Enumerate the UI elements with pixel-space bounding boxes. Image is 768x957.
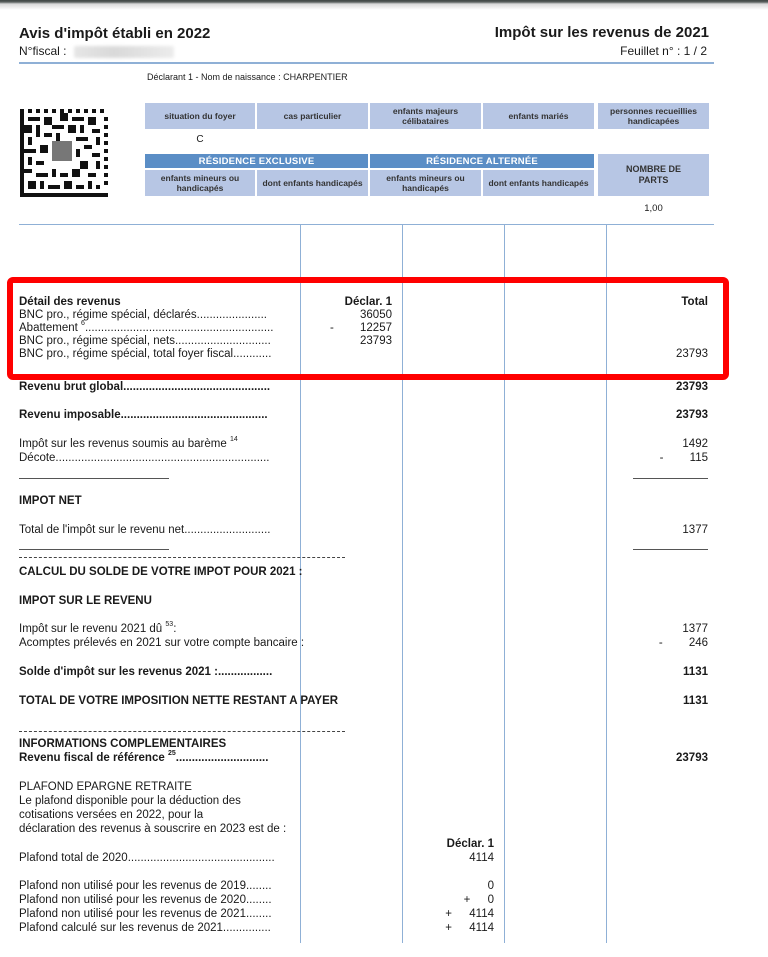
revenu-imposable-label: Revenu imposable.............................................. — [19, 409, 268, 421]
plafond-calcule-label: Plafond calculé sur les revenus de 2021............... — [19, 922, 271, 934]
subtotal-rule-right — [633, 478, 708, 479]
header-enfants-majeurs: enfants majeurs célibataires — [370, 103, 481, 129]
header-excl-dont-handicapes: dont enfants handicapés — [257, 170, 368, 196]
plafond-2020-value: + 0 — [463, 894, 494, 906]
plafond-text-line-1: Le plafond disponible pour la déduction des — [19, 795, 241, 807]
subtotal-rule-left — [19, 478, 169, 479]
infos-heading: INFORMATIONS COMPLEMENTAIRES — [19, 738, 227, 750]
net-rule-left — [19, 549, 169, 550]
revenu-imposable-value: 23793 — [676, 409, 708, 421]
header-excl-enfants-mineurs: enfants mineurs ou handicapés — [145, 170, 255, 196]
total-impot-net-label: Total de l'impôt sur le revenu net........................... — [19, 524, 271, 536]
calcul-solde-heading: CALCUL DU SOLDE DE VOTRE IMPOT POUR 2021 : — [19, 566, 303, 578]
row-bnc-declares-value: 36050 — [360, 309, 392, 321]
table-top-rule — [19, 224, 714, 225]
row-bnc-total-foyer-label: BNC pro., régime spécial, total foyer fiscal............ — [19, 348, 272, 360]
band-residence-alternee: RÉSIDENCE ALTERNÉE — [370, 154, 594, 168]
plafond-total-2020-value: 4114 — [469, 852, 494, 864]
section-dashed-rule-2 — [19, 731, 345, 732]
fiscal-number — [19, 44, 174, 58]
section-dashed-rule-1 — [19, 557, 345, 558]
fiscal-number-redacted — [74, 46, 174, 58]
plafond-heading: PLAFOND EPARGNE RETRAITE — [19, 781, 192, 793]
row-bnc-declares-label: BNC pro., régime spécial, déclarés...................... — [19, 309, 267, 321]
tax-year-title: Impôt sur les revenus de 2021 — [494, 24, 709, 41]
plafond-text-line-3: déclaration des revenus à souscrire en 2023 est de : — [19, 823, 287, 835]
impot-net-heading: IMPOT NET — [19, 495, 82, 507]
plafond-calcule-value: + 4114 — [445, 922, 494, 934]
header-enfants-maries: enfants mariés — [483, 103, 594, 129]
col-total-header: Total — [681, 296, 708, 308]
header-nombre-parts: NOMBRE DE PARTS — [598, 154, 709, 196]
impot-bareme-label: Impôt sur les revenus soumis au barème $^{14}$ — [19, 436, 238, 450]
plafond-text-line-2: cotisations versées en 2022, pour la — [19, 809, 204, 821]
impot-bareme-value: 1492 — [682, 438, 708, 450]
notice-title: Avis d'impôt établi en 2022 — [19, 25, 211, 42]
revenu-brut-global-value: 23793 — [676, 381, 708, 393]
header-alt-dont-handicapes: dont enfants handicapés — [483, 170, 594, 196]
plafond-2020-label: Plafond non utilisé pour les revenus de 2020........ — [19, 894, 272, 906]
highlight-box — [7, 277, 729, 380]
solde-impot-value: 1131 — [683, 666, 708, 678]
plafond-total-2020-label: Plafond total de 2020.............................................. — [19, 852, 275, 864]
rfr-value: 23793 — [676, 752, 708, 764]
window-top-edge — [0, 0, 768, 10]
total-impot-net-value: 1377 — [682, 524, 708, 536]
net-rule-right — [633, 549, 708, 550]
impot-du-label: Impôt sur le revenu 2021 dû $^{53}$: — [19, 621, 177, 635]
decote-value: - 115 — [659, 452, 708, 464]
header-alt-enfants-mineurs: enfants mineurs ou handicapés — [370, 170, 481, 196]
sheet-number: Feuillet n° : 1 / 2 — [620, 44, 707, 58]
rfr-label: Revenu fiscal de référence $^{25}$............................. — [19, 750, 269, 764]
solde-impot-label: Solde d'impôt sur les revenus 2021 :................. — [19, 666, 273, 678]
plafond-2019-value: 0 — [487, 880, 494, 892]
declarant-name: Déclarant 1 - Nom de naissance : CHARPENTIER — [147, 72, 348, 82]
acomptes-label: Acomptes prélevés en 2021 sur votre compte bancaire : — [19, 637, 305, 649]
decote-label: Décote................................................................... — [19, 452, 270, 464]
row-abattement-label: Abattement $^6$........................................................... — [19, 320, 274, 334]
row-bnc-total-foyer-value: 23793 — [676, 348, 708, 360]
header-cas-particulier: cas particulier — [257, 103, 368, 129]
plafond-2019-label: Plafond non utilisé pour les revenus de 2019........ — [19, 880, 272, 892]
plafond-2021-value: + 4114 — [445, 908, 494, 920]
header-situation-foyer: situation du foyer — [145, 103, 255, 129]
col-declar-1-header: Déclar. 1 — [344, 296, 392, 308]
row-bnc-nets-value: 23793 — [360, 335, 392, 347]
row-abattement-value: - 12257 — [330, 322, 392, 334]
header-personnes-recueillies: personnes recueillies handicapées — [598, 103, 709, 129]
fiscal-number-label: N°fiscal : — [19, 44, 67, 58]
total-restant-label: TOTAL DE VOTRE IMPOSITION NETTE RESTANT A PAYER — [19, 695, 339, 707]
total-restant-value: 1131 — [683, 695, 708, 707]
revenu-brut-global-label: Revenu brut global.............................................. — [19, 381, 271, 393]
datamatrix-code-icon — [20, 109, 108, 197]
revenus-detail-title: Détail des revenus — [19, 296, 121, 308]
row-bnc-nets-label: BNC pro., régime spécial, nets.............................. — [19, 335, 271, 347]
value-situation-foyer: C — [196, 134, 204, 145]
value-nombre-parts: 1,00 — [644, 203, 663, 214]
plafond-col-declar-header: Déclar. 1 — [446, 838, 494, 850]
impot-du-value: 1377 — [682, 623, 708, 635]
band-residence-exclusive: RÉSIDENCE EXCLUSIVE — [145, 154, 368, 168]
plafond-2021-label: Plafond non utilisé pour les revenus de 2021........ — [19, 908, 272, 920]
acomptes-value: - 246 — [658, 637, 708, 649]
header-divider — [19, 62, 714, 64]
impot-sur-le-revenu-heading: IMPOT SUR LE REVENU — [19, 595, 152, 607]
